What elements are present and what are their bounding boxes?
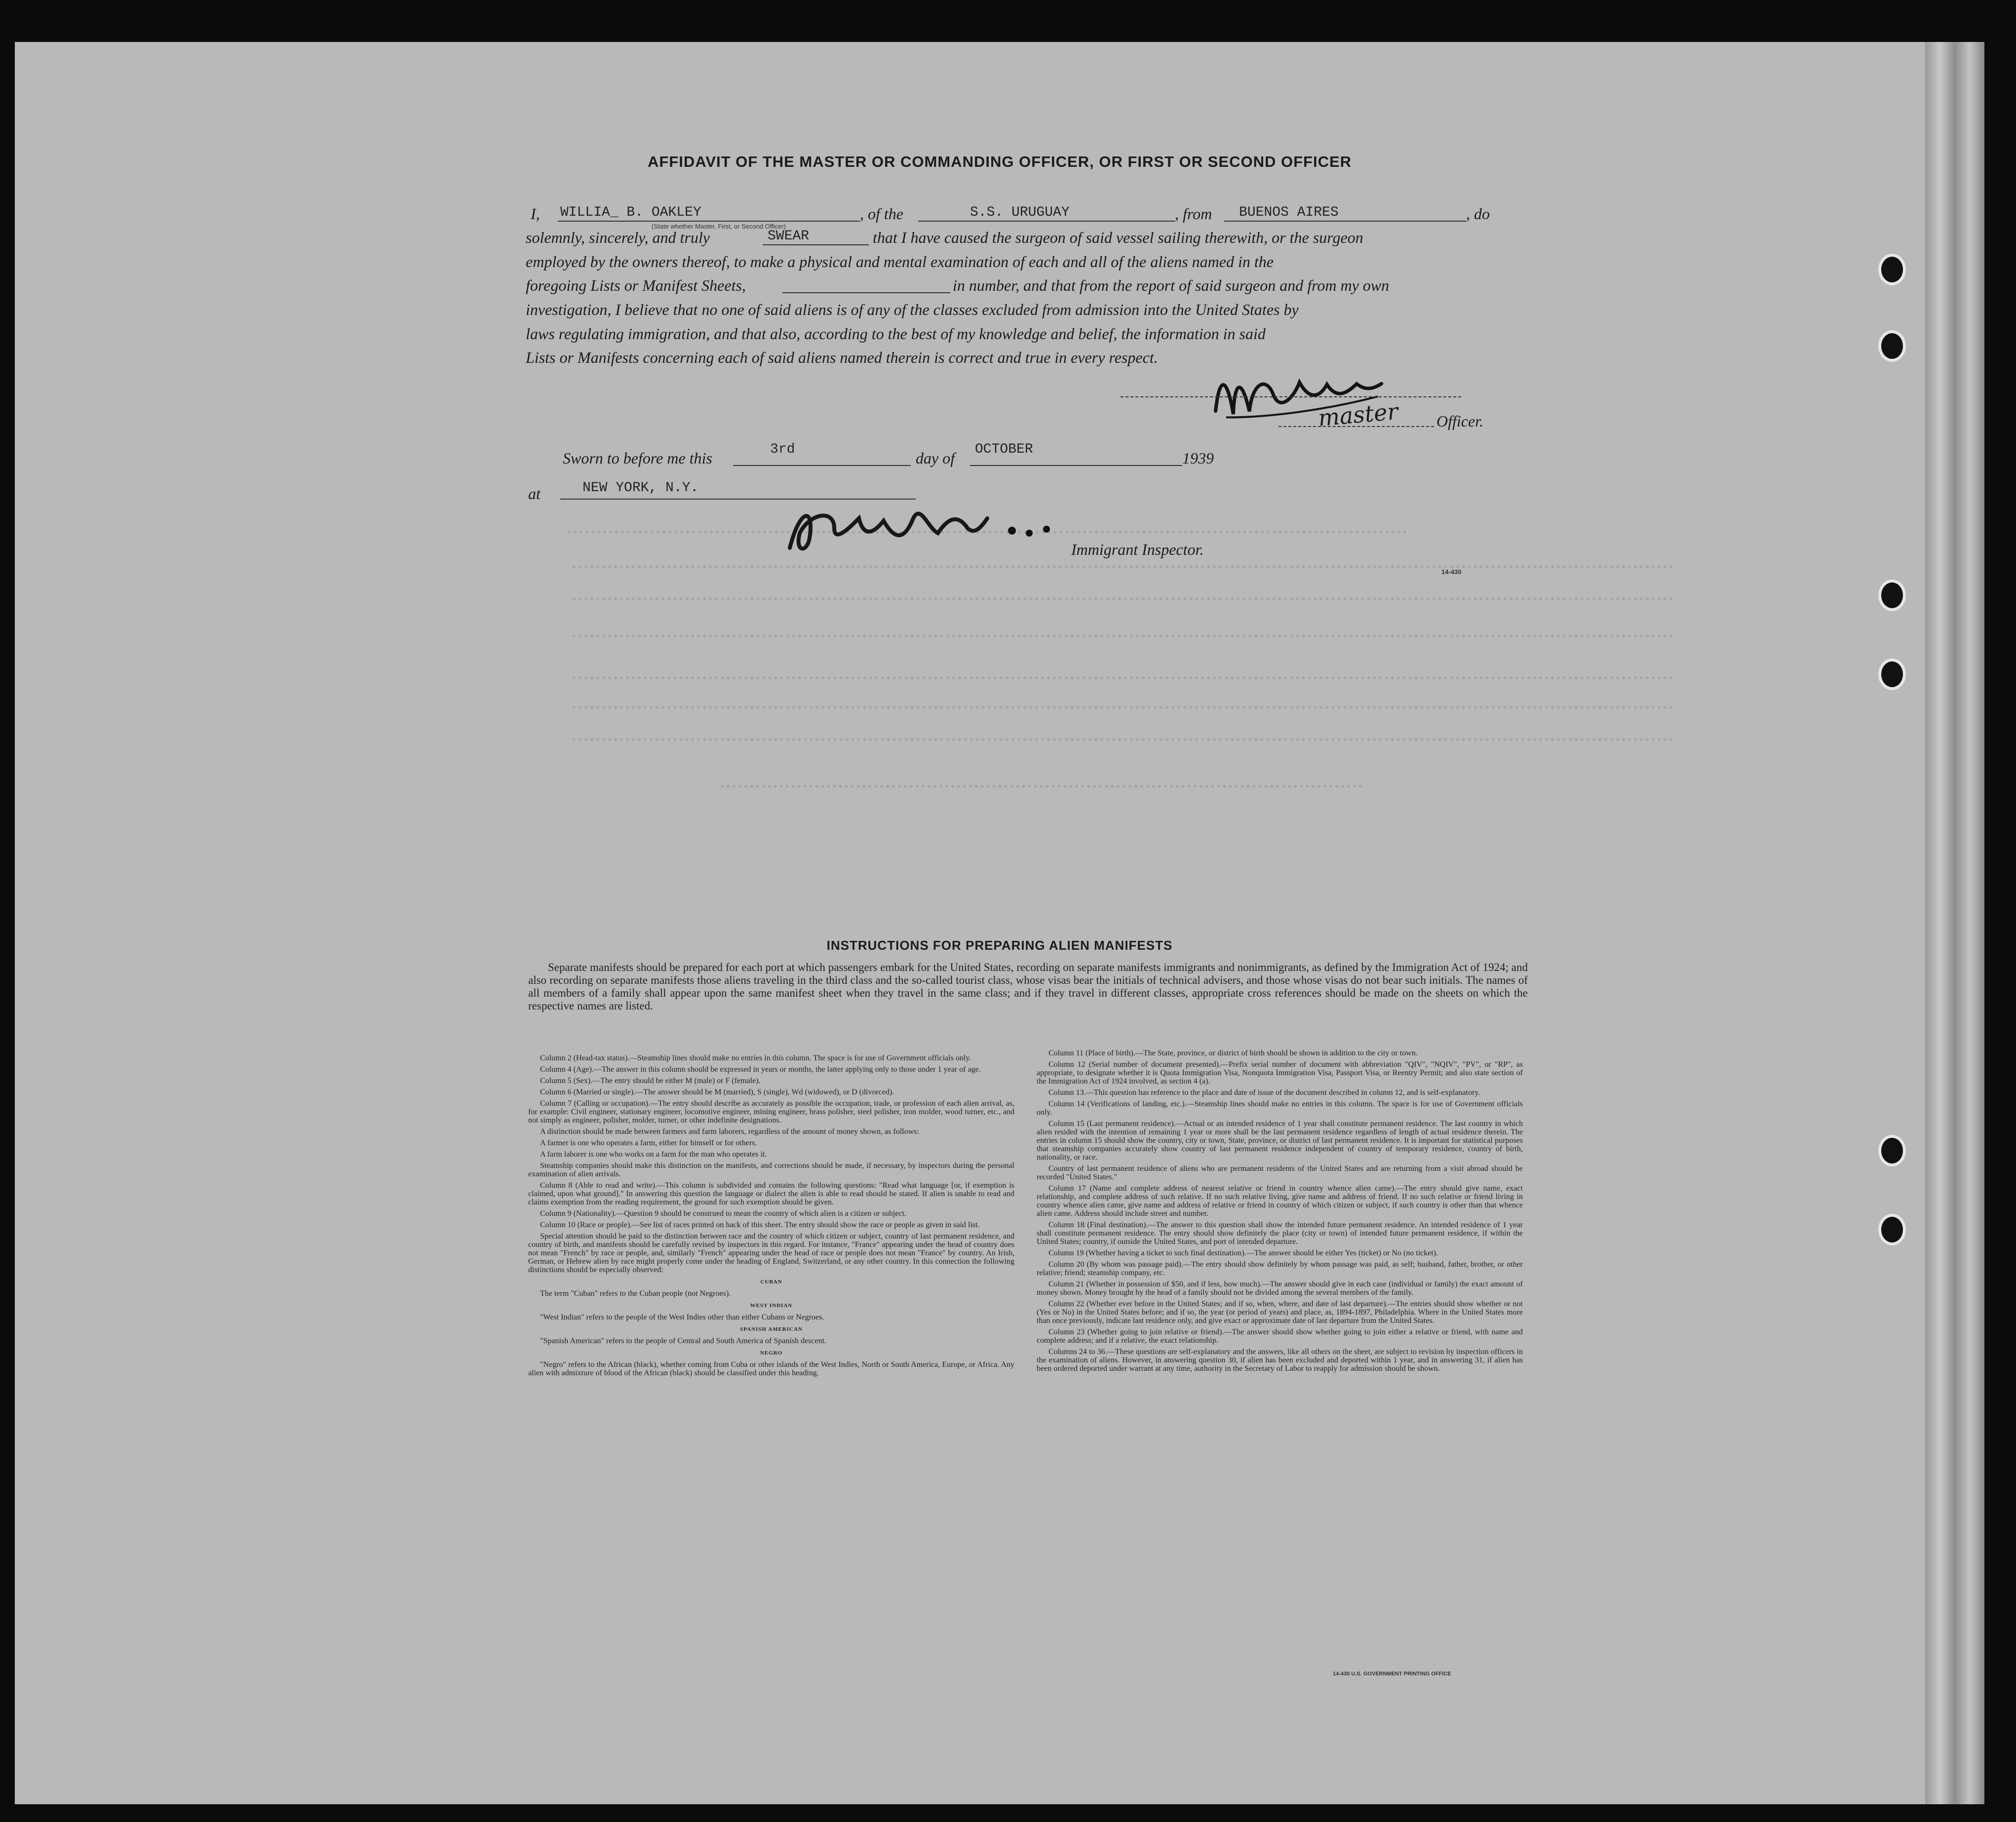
punch-hole [1881, 1138, 1903, 1163]
affidavit-line-2a: solemnly, sincerely, and truly [526, 229, 710, 246]
instruction-paragraph: "West Indian" refers to the people of the West Indies other than either Cubans or Negroes. [540, 1313, 824, 1321]
section-heading-cuban: CUBAN [760, 1279, 782, 1285]
affidavit-line-2b: that I have caused the surgeon of said vessel sailing therewith, or the surgeon [873, 229, 1363, 246]
bleed-through-row [573, 565, 1673, 576]
instruction-paragraph: Column 8 (Able to read and write).—This column is subdivided and contains the following questions: "Read what language [or, if exemption is claimed, upon what ground]." In answering this question the language or dialect the alien is able to read should be stated. If alien is unable to read and claims exemption from the reading requirement, the ground for such exemption should be given. [528, 1181, 1014, 1206]
instruction-paragraph: Column 11 (Place of birth).—The State, province, or district of birth should be shown in addition to the city or town. [1048, 1049, 1418, 1057]
instruction-paragraph: Column 10 (Race or people).—See list of races printed on back of this sheet. The entry should show the race or people as given in said list. [540, 1221, 980, 1229]
affidavit-line-6: laws regulating immigration, and that also, according to the best of my knowledge and belief, the information in said [526, 325, 1266, 343]
sworn-month: OCTOBER [975, 442, 1033, 457]
instruction-paragraph: Column 20 (By whom was passage paid).—The entry should show definitely by whom passage was paid, as self; husband, father, brother, or other relative; friend; steamship company, etc. [1037, 1260, 1523, 1277]
affidavit-line-4a: foregoing Lists or Manifest Sheets, [526, 276, 746, 294]
bleed-through-row [573, 634, 1673, 645]
bleed-through-row [573, 676, 1673, 687]
affidavit-line-7: Lists or Manifests concerning each of said aliens named therein is correct and true in every respect. [526, 349, 1158, 366]
vessel-underline [918, 221, 1175, 222]
port-underline [1224, 221, 1466, 222]
affidavit-line-4b: in number, and that from the report of said surgeon and from my own [953, 276, 1390, 294]
instruction-paragraph: A farm laborer is one who works on a farm for the man who operates it. [540, 1150, 767, 1159]
section-heading-spanish-american: SPANISH AMERICAN [740, 1326, 803, 1332]
bleed-through-row [721, 785, 1362, 796]
affidavit-title: AFFIDAVIT OF THE MASTER OR COMMANDING OFFICER, OR FIRST OR SECOND OFFICER [647, 153, 1352, 170]
instruction-paragraph: Columns 24 to 36.—These questions are self-explanatory and the answers, like all others on the sheet, are subject to revision by inspection officers in the examination of aliens. However, in answering question 30, if alien has been excluded and deported within 1 year, and in answering 31, if alien has been ordered deported under warrant at any time, authority in the Secretary of Labor to reapply for admission should be shown. [1037, 1348, 1523, 1373]
instruction-paragraph: Steamship companies should make this distinction on the manifests, and corrections should be made, if necessary, by inspectors during the personal examination of alien arrivals. [528, 1162, 1014, 1178]
instructions-title: INSTRUCTIONS FOR PREPARING ALIEN MANIFESTS [826, 938, 1173, 953]
instruction-paragraph: The term "Cuban" refers to the Cuban people (not Negroes). [540, 1289, 731, 1298]
instruction-paragraph: Column 4 (Age).—The answer in this column should be expressed in years or months, the latter applying only to those under 1 year of age. [540, 1065, 981, 1074]
affidavit-line-3: employed by the owners thereof, to make a physical and mental examination of each and all of the aliens named in the [526, 253, 1274, 271]
instruction-paragraph: Column 6 (Married or single).—The answer should be M (married), S (single), Wd (widowed), or D (divorced). [540, 1088, 894, 1096]
section-heading-west-indian: WEST INDIAN [750, 1303, 793, 1309]
at-text: at [528, 485, 541, 503]
officer-title-handwritten: master [1317, 398, 1399, 431]
officer-rank-note: (State whether Master, First, or Second Officer) [652, 223, 786, 230]
form-number: 14-430 [1441, 568, 1462, 576]
instruction-paragraph: A farmer is one who operates a farm, either for himself or for others. [540, 1139, 757, 1147]
instruction-paragraph: Country of last permanent residence of aliens who are permanent residents of the United States and are returning from a visit abroad should be recorded "United States." [1037, 1164, 1523, 1181]
manifest-page [15, 42, 1984, 1804]
instruction-paragraph: Special attention should be paid to the distinction between race and the country of which citizen or subject, country of last permanent residence, and country of birth, and manifests should be carefully revised by inspectors in this regard. For instance, "France" appearing under the head of country does not mean "French" by race or people, and, similarly "French" appearing under the head of race or people does not mean "France" by country. An Irish, German, or Hebrew alien by race might properly come under the heading of England, Switzerland, or any other country. In this connection the following distinctions should be especially observed: [528, 1232, 1014, 1274]
instruction-paragraph: Column 15 (Last permanent residence).—Actual or an intended residence of 1 year shall constitute permanent residence. The last country in which alien resided with the intention of remaining 1 year or more shall be the last permanent residence regardless of length of actual residence therein. The entries in column 15 should show the country, city or town, State, province, or district of last permanent residence. It is important for statistical purposes that steamship companies accurately show country of last permanent residence independent of country of temporary residence, country of birth, nationality, or race. [1037, 1120, 1523, 1162]
instruction-paragraph: Column 18 (Final destination).—The answer to this question shall show the intended future permanent residence. An intended residence of 1 year shall constitute permanent residence. The entry should show definitely the place (city or town) of intended future permanent residence, if within the United States; country, if outside the United States, and port of intended departure. [1037, 1221, 1523, 1246]
instruction-paragraph: Column 23 (Whether going to join relative or friend).—The answer should show whether going to join either a relative or friend, with name and complete address; and if a relative, the exact relationship. [1037, 1328, 1523, 1345]
instruction-paragraph: Column 14 (Verifications of landing, etc.).—Steamship lines should make no entries in this column. The space is for use of Government officials only. [1037, 1100, 1523, 1117]
instructions-left-column [528, 1054, 1014, 1380]
sworn-year: 1939 [1182, 449, 1214, 467]
inspector-signature-scrawl [780, 499, 1056, 558]
inspector-signature [780, 499, 1056, 560]
instruction-paragraph: Column 9 (Nationality).—Question 9 should be construed to mean the country of which alien is a citizen or subject. [540, 1209, 907, 1218]
bleed-through-row [573, 597, 1673, 608]
oath-underline [763, 244, 869, 245]
do-text: , do [1466, 205, 1490, 223]
sworn-place: NEW YORK, N.Y. [582, 480, 699, 496]
oath-type: SWEAR [768, 229, 810, 244]
punch-hole [1881, 582, 1903, 608]
name-underline [558, 221, 860, 222]
instruction-paragraph: Column 19 (Whether having a ticket to such final destination).—The answer should be either Yes (ticket) or No (no ticket). [1048, 1249, 1438, 1257]
instruction-paragraph: Column 21 (Whether in possession of $50, and if less, how much).—The answer should give in each case (individual or family) the exact amount of money shown. Money brought by the head of a family should not be divided among the several members of the family. [1037, 1280, 1523, 1297]
instruction-paragraph: A distinction should be made between farmers and farm laborers, regardless of the amount of money shown, as follows: [540, 1127, 919, 1136]
instructions-right-column [1037, 1049, 1523, 1376]
punch-hole [1881, 333, 1903, 359]
month-underline [970, 465, 1182, 466]
day-of-text: day of [916, 449, 955, 467]
instruction-paragraph: Column 12 (Serial number of document presented).—Prefix serial number of document with abbreviation "QIV", "NQIV", "PV", or "RP", as appropriate, to designate whether it is Quota Immigration Visa, Nonquota Immigration Visa, Passport Visa, or Reentry Permit; and also state section of the Immigration Act of 1924 involved, as section 4 (a). [1037, 1060, 1523, 1085]
affidavit-line-5: investigation, I believe that no one of said aliens is of any of the classes excluded from admission into the United States by [526, 301, 1299, 318]
instruction-paragraph: "Spanish American" refers to the people of Central and South America of Spanish descent. [540, 1337, 827, 1345]
instruction-paragraph: Column 13.—This question has reference to the place and date of issue of the document described in column 12, and is self-explanatory. [1048, 1088, 1480, 1097]
punch-hole [1881, 1217, 1903, 1242]
instruction-paragraph: Column 7 (Calling or occupation).—The entry should describe as accurately as possible the occupation, trade, or profession of each alien arrival, as, for example: Civil engineer, stationary engineer, locomotive engineer, mining engineer, brass polisher, steel polisher, iron molder, wood turner, etc., and not simply as engineer, polisher, molder, turner, or other indefinite designations. [528, 1099, 1014, 1124]
instruction-paragraph: Column 22 (Whether ever before in the United States; and if so, when, where, and date of last departure).—The entries should show whether or not (Yes or No) in the United States before; and if so, the year (or period of years) and place, as, 1894-1897, Philadelphia. Where in the United States more than once previously, indicate last residence only, and give exact or approximate date of last departure from the United States. [1037, 1300, 1523, 1325]
officer-title-line [1279, 426, 1434, 427]
sheets-count-underline [782, 292, 950, 293]
from-text: , from [1175, 205, 1212, 223]
signature-line [1121, 396, 1461, 397]
section-heading-negro: NEGRO [760, 1350, 783, 1356]
sworn-text: Sworn to before me this [563, 449, 712, 467]
punch-hole [1881, 257, 1903, 282]
departure-port: BUENOS AIRES [1239, 205, 1339, 220]
vessel-name: S.S. URUGUAY [970, 205, 1070, 220]
instructions-intro: Separate manifests should be prepared for each port at which passengers embark for the United States, recording on separate manifests immigrants and nonimmigrants, as defined by the Immigration Act of 1924; and also recording on separate manifests those aliens traveling in the third class and the so-called tourist class, whose visas bear the initials of technical advisers, and those whose visas do not bear such initials. The names of all members of a family shall appear upon the same manifest sheet when they travel in the same class; and if they travel in different classes, appropriate cross references should be made on the sheets on which the respective names are listed. [528, 961, 1528, 1012]
bleed-through-row [573, 738, 1673, 749]
of-the-text: , of the [860, 205, 903, 223]
punch-hole [1881, 661, 1903, 687]
inspector-label: Immigrant Inspector. [1071, 541, 1204, 558]
day-underline [733, 465, 911, 466]
officer-label: Officer. [1436, 412, 1484, 430]
instruction-paragraph: Column 5 (Sex).—The entry should be either M (male) or F (female). [540, 1077, 761, 1085]
printer-footer: 14-430 U.S. GOVERNMENT PRINTING OFFICE [1333, 1671, 1451, 1677]
instruction-paragraph: Column 2 (Head-tax status).—Steamship lines should make no entries in this column. The space is for use of Government officials only. [540, 1054, 971, 1062]
page-stack-edge [1925, 42, 1984, 1804]
bleed-through-row [573, 706, 1673, 717]
instruction-paragraph: Column 17 (Name and complete address of nearest relative or friend in country whence alien came).—The entry should give name, exact relationship, and complete address of such relative. If no such relative living, give name and address of friend. If no such relative or friend living in country whence alien came, give name and address of relative or friend in country of which citizen or subject, if such country is other than that whence alien came. Address should include street and number. [1037, 1184, 1523, 1218]
master-name: WILLIA_ B. OAKLEY [560, 205, 701, 220]
affidavit-i: I, [531, 205, 540, 223]
sworn-day: 3rd [770, 442, 795, 457]
instruction-paragraph: "Negro" refers to the African (black), whether coming from Cuba or other islands of the West Indies, North or South America, Europe, or Africa. Any alien with admixture of blood of the African (black) should be classified under this heading. [528, 1360, 1014, 1377]
